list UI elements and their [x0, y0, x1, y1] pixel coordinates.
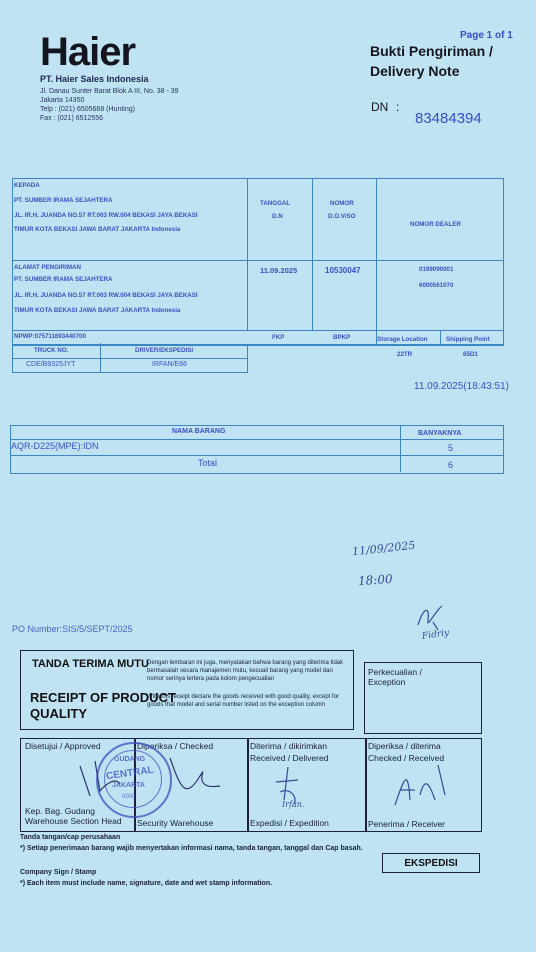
goods-qty-header: BANYAKNYA	[418, 430, 462, 437]
copy-designation-box	[382, 853, 480, 873]
dn-column-label: D.N	[272, 213, 283, 220]
print-timestamp: 11.09.2025(18:43:51)	[414, 381, 509, 392]
page-indicator: Page 1 of 1	[460, 30, 513, 41]
handwritten-time: 18:00	[357, 571, 394, 589]
company-phone: Telp : (021) 6505668 (Hunting)	[40, 106, 135, 113]
ship-to-address: TIMUR KOTA BEKASI JAWA BARAT JAKARTA Indonesia	[14, 307, 181, 314]
stamp-line: CENTRAL	[105, 764, 155, 783]
storage-location-value: 22TR	[397, 351, 413, 358]
company-fax: Fax : (021) 6512556	[40, 115, 104, 122]
recipient-address: JL. IR.H. JUANDA NO.57 RT.003 RW.004 BEKASI JAYA BEKASI	[14, 212, 198, 219]
delivery-date: 11.09.2025	[260, 266, 298, 275]
note-en: *) Each item must include name, signature, date and wet stamp information.	[20, 880, 273, 887]
shipping-point-label: Shipping Point	[446, 336, 490, 343]
approved-label: Disetujui / Approved	[25, 741, 101, 751]
ship-to-address: JL. IR.H. JUANDA NO.57 RT.003 RW.004 BEKASI JAYA BEKASI	[14, 292, 198, 299]
dn-number: 83484394	[415, 110, 482, 127]
receiver-label: Penerima / Receiver	[368, 819, 446, 829]
stamp-line: 0000	[122, 794, 136, 800]
document-title-en: Delivery Note	[370, 63, 460, 79]
dealer-number-label: NOMOR DEALER	[410, 221, 461, 228]
receipt-title-en: RECEIPT OF PRODUCT	[30, 690, 176, 705]
truck-number: CDE/B9325JYT	[26, 361, 76, 368]
expedition-label: Expedisi / Expedition	[250, 818, 329, 828]
po-number: PO Number:SIS/5/SEPT/2025	[12, 624, 133, 634]
stamp-line: JAKARTA	[112, 782, 145, 789]
document-title-id: Bukti Pengiriman /	[370, 43, 493, 59]
nomor-label: NOMOR	[330, 200, 354, 207]
dealer-number: 0199090001	[419, 266, 454, 273]
company-address-line: Jakarta 14350	[40, 97, 85, 104]
ship-to-name: PT. SUMBER IRAMA SEJAHTERA	[14, 276, 113, 283]
shipping-point-value: 65D1	[463, 351, 478, 358]
checked-label: Diperiksa / Checked	[137, 741, 214, 751]
npwp: NPWP:075711693440700	[14, 333, 86, 340]
company-sign-label-en: Company Sign / Stamp	[20, 869, 97, 876]
total-qty: 6	[448, 460, 454, 470]
dn-label: DN	[371, 100, 389, 114]
received-delivered-label-en: Received / Delivered	[250, 753, 329, 763]
copy-designation: EKSPEDISI	[404, 857, 458, 869]
checked-received-label-id: Diperiksa / diterima	[368, 741, 441, 751]
bpkp-label: BPKP	[333, 334, 351, 341]
receipt-title-id: TANDA TERIMA MUTU	[32, 658, 149, 670]
goods-item-qty: 5	[448, 443, 454, 453]
handwritten-date: 11/09/2025	[351, 538, 416, 559]
company-sign-label-id: Tanda tangan/cap perusahaan	[20, 834, 121, 841]
warehouse-head-label-id: Kep. Bag. Gudang	[25, 806, 95, 816]
note-id: *) Setiap penerimaan barang wajib menyertakan informasi nama, tanda tangan, tanggal dan Cap basah.	[20, 845, 363, 852]
approval-signatures	[60, 746, 230, 816]
company-name: PT. Haier Sales Indonesia	[40, 74, 149, 84]
recipient-name: PT. SUMBER IRAMA SEJAHTERA	[14, 197, 113, 204]
storage-location-label: Storage Location	[377, 336, 428, 343]
driver-label: DRIVER/EKSPEDISI	[135, 347, 194, 354]
receipt-description-en: With this receipt declare the goods received with good quality, except for goods that model and serial number listed on the exception column	[147, 694, 339, 708]
goods-name-header: NAMA BARANG	[172, 428, 226, 435]
handwritten-initials: Fidriy	[421, 628, 450, 642]
truck-no-label: TRUCK NO.	[34, 347, 69, 354]
haier-logo: Haier	[40, 30, 136, 74]
goods-item-name: AQR-D225(MPE):IDN	[11, 441, 99, 451]
recipient-address: TIMUR KOTA BEKASI JAWA BARAT JAKARTA Indonesia	[14, 226, 181, 233]
expedition-signature-name: Irfan.	[282, 800, 305, 809]
exception-label: Perkecualian / Exception	[368, 667, 422, 687]
receipt-description-id: Dengan lembaran ini juga, menyatakan bahwa barang yang diterima tidak bermasalah secara manajemen mutu, kecuali barang yang model dan nomor serinya tertera pada kolom pengecualian	[147, 660, 344, 682]
security-warehouse-label: Security Warehouse	[137, 818, 214, 828]
received-delivered-label-id: Diterima / dikirimkan	[250, 741, 327, 751]
tanggal-label: TANGGAL	[260, 200, 291, 207]
total-label: Total	[198, 458, 218, 468]
warehouse-head-label-en: Warehouse Section Head	[25, 816, 122, 826]
company-address-line: Jl. Danau Sunter Barat Blok A III, No. 38 - 39	[40, 88, 179, 95]
receipt-title-en-2: QUALITY	[30, 706, 88, 721]
kepada-label: KEPADA	[14, 182, 40, 189]
receiver-signature	[390, 755, 460, 820]
driver-name: IRFAN/E66	[152, 361, 188, 368]
dn-colon: :	[396, 100, 400, 114]
alamat-pengiriman-label: ALAMAT PENGIRIMAN	[14, 264, 81, 271]
stamp-line: GUDANG	[114, 756, 146, 763]
do-vso-label: D.O.V/SO	[328, 213, 356, 220]
do-number: 10530047	[325, 266, 361, 275]
checked-received-label-en: Checked / Received	[368, 753, 445, 763]
fkp-label: FKP	[272, 334, 285, 341]
dealer-number: 6000561070	[419, 282, 454, 289]
